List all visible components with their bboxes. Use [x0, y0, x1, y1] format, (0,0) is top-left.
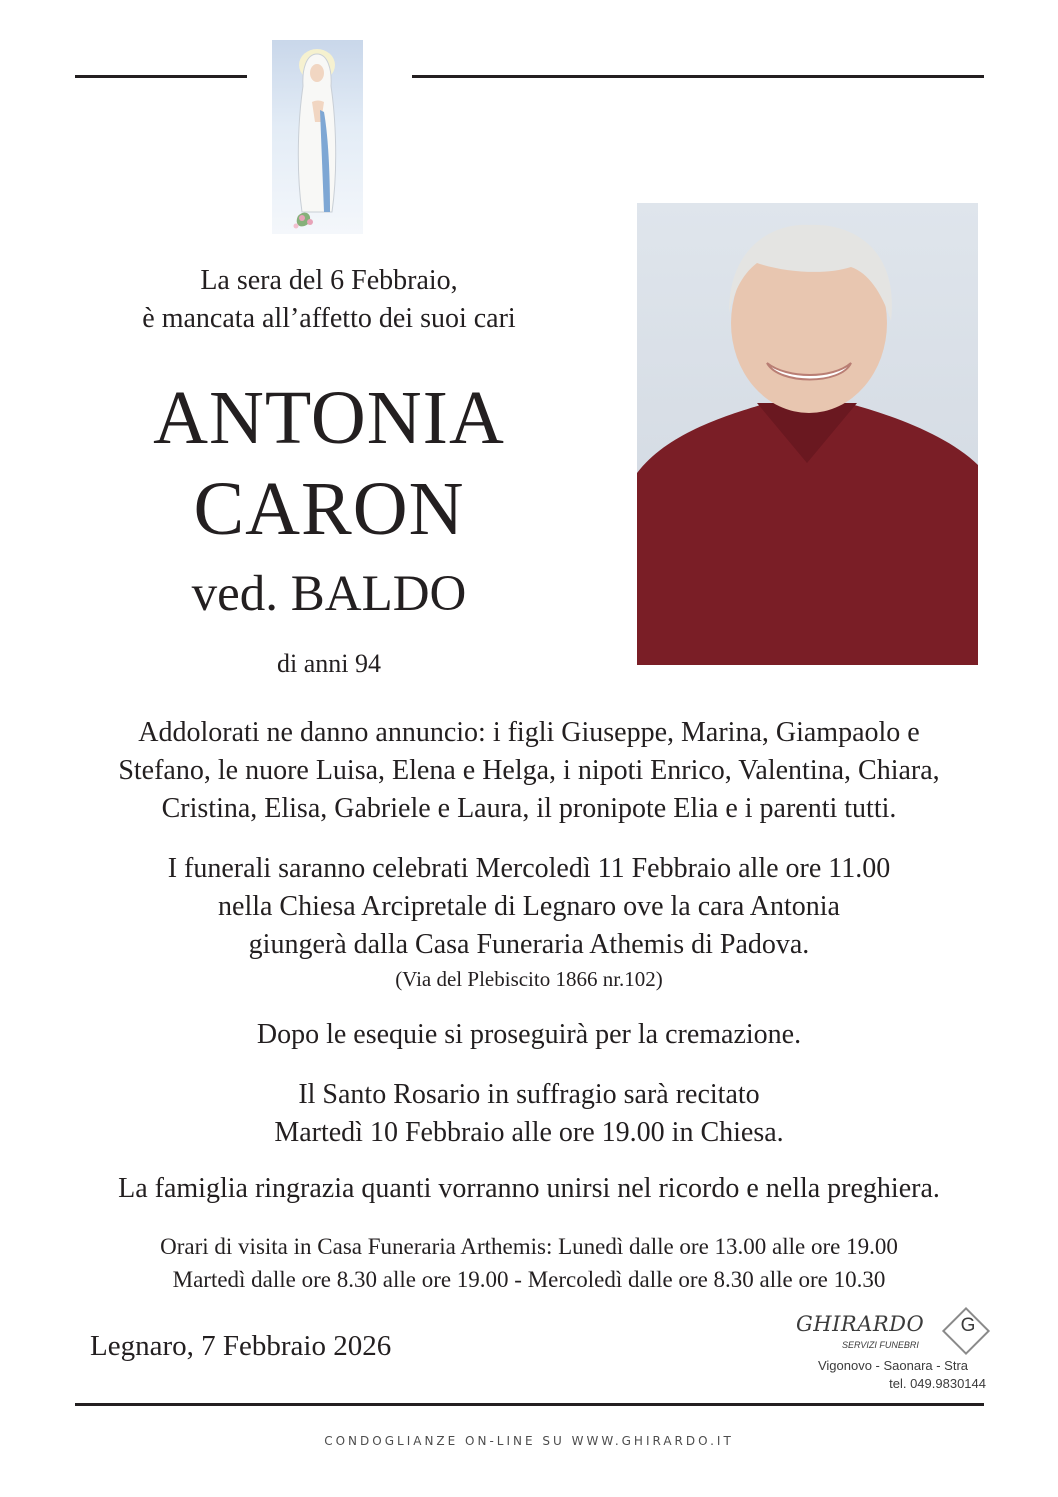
- funeral-home-phone: tel. 049.9830144: [889, 1376, 986, 1391]
- deceased-first-name: ANTONIA: [153, 376, 505, 460]
- funeral-address: (Via del Plebiscito 1866 nr.102): [395, 967, 663, 991]
- funeral-home-subtitle: SERVIZI FUNEBRI: [842, 1340, 919, 1350]
- rosary-line: Martedì 10 Febbraio alle ore 19.00 in Chiesa.: [274, 1117, 784, 1148]
- madonna-holy-card-image: [272, 40, 363, 234]
- visiting-hours-line: Martedì dalle ore 8.30 alle ore 19.00 - Mercoledì dalle ore 8.30 alle ore 10.30: [172, 1267, 886, 1292]
- rosary-line: Il Santo Rosario in suffragio sarà recitato: [298, 1079, 760, 1110]
- deceased-last-name: CARON: [193, 467, 465, 551]
- mourners-paragraph: [40, 714, 1018, 828]
- intro-line: è mancata all’affetto dei suoi cari: [142, 303, 516, 334]
- family-thanks-text: La famiglia ringrazia quanti vorranno unirsi nel ricordo e nella preghiera.: [118, 1173, 940, 1204]
- funeral-line: giungerà dalla Casa Funeraria Athemis di Padova.: [248, 929, 810, 960]
- visiting-hours-line: Orari di visita in Casa Funeraria Arthemis: Lunedì dalle ore 13.00 alle ore 19.00: [160, 1234, 898, 1259]
- deceased-married-name: ved. BALDO: [191, 566, 467, 622]
- funeral-home-locations: Vigonovo - Saonara - Stra: [817, 1358, 969, 1373]
- funeral-home-logo: [792, 1304, 988, 1396]
- visiting-hours: [40, 1230, 1018, 1296]
- top-rule-right: [412, 75, 984, 78]
- bottom-rule: [75, 1403, 984, 1406]
- funeral-home-name: GHIRARDO: [796, 1312, 925, 1336]
- deceased-age: di anni 94: [277, 649, 381, 678]
- funeral-paragraph: [40, 850, 1018, 964]
- top-rule-left: [75, 75, 247, 78]
- logo-mark-letter: G: [960, 1315, 976, 1336]
- funeral-line: I funerali saranno celebrati Mercoledì 11 Febbraio alle ore 11.00: [167, 853, 891, 884]
- mourners-line: Stefano, le nuore Luisa, Elena e Helga, i nipoti Enrico, Valentina, Chiara,: [118, 755, 940, 786]
- condolences-footer: CONDOGLIANZE ON-LINE SU WWW.GHIRARDO.IT: [324, 1434, 734, 1448]
- mourners-line: Cristina, Elisa, Gabriele e Laura, il pronipote Elia e i parenti tutti.: [161, 793, 897, 824]
- funeral-line: nella Chiesa Arcipretale di Legnaro ove la cara Antonia: [218, 891, 840, 922]
- deceased-portrait-photo: [637, 203, 978, 665]
- death-intro-text: [90, 262, 568, 338]
- rosary-paragraph: [40, 1076, 1018, 1152]
- place-and-date: Legnaro, 7 Febbraio 2026: [90, 1330, 392, 1362]
- cremation-text: Dopo le esequie si proseguirà per la cremazione.: [256, 1019, 802, 1050]
- intro-line: La sera del 6 Febbraio,: [200, 265, 458, 296]
- mourners-line: Addolorati ne danno annuncio: i figli Giuseppe, Marina, Giampaolo e: [138, 717, 920, 748]
